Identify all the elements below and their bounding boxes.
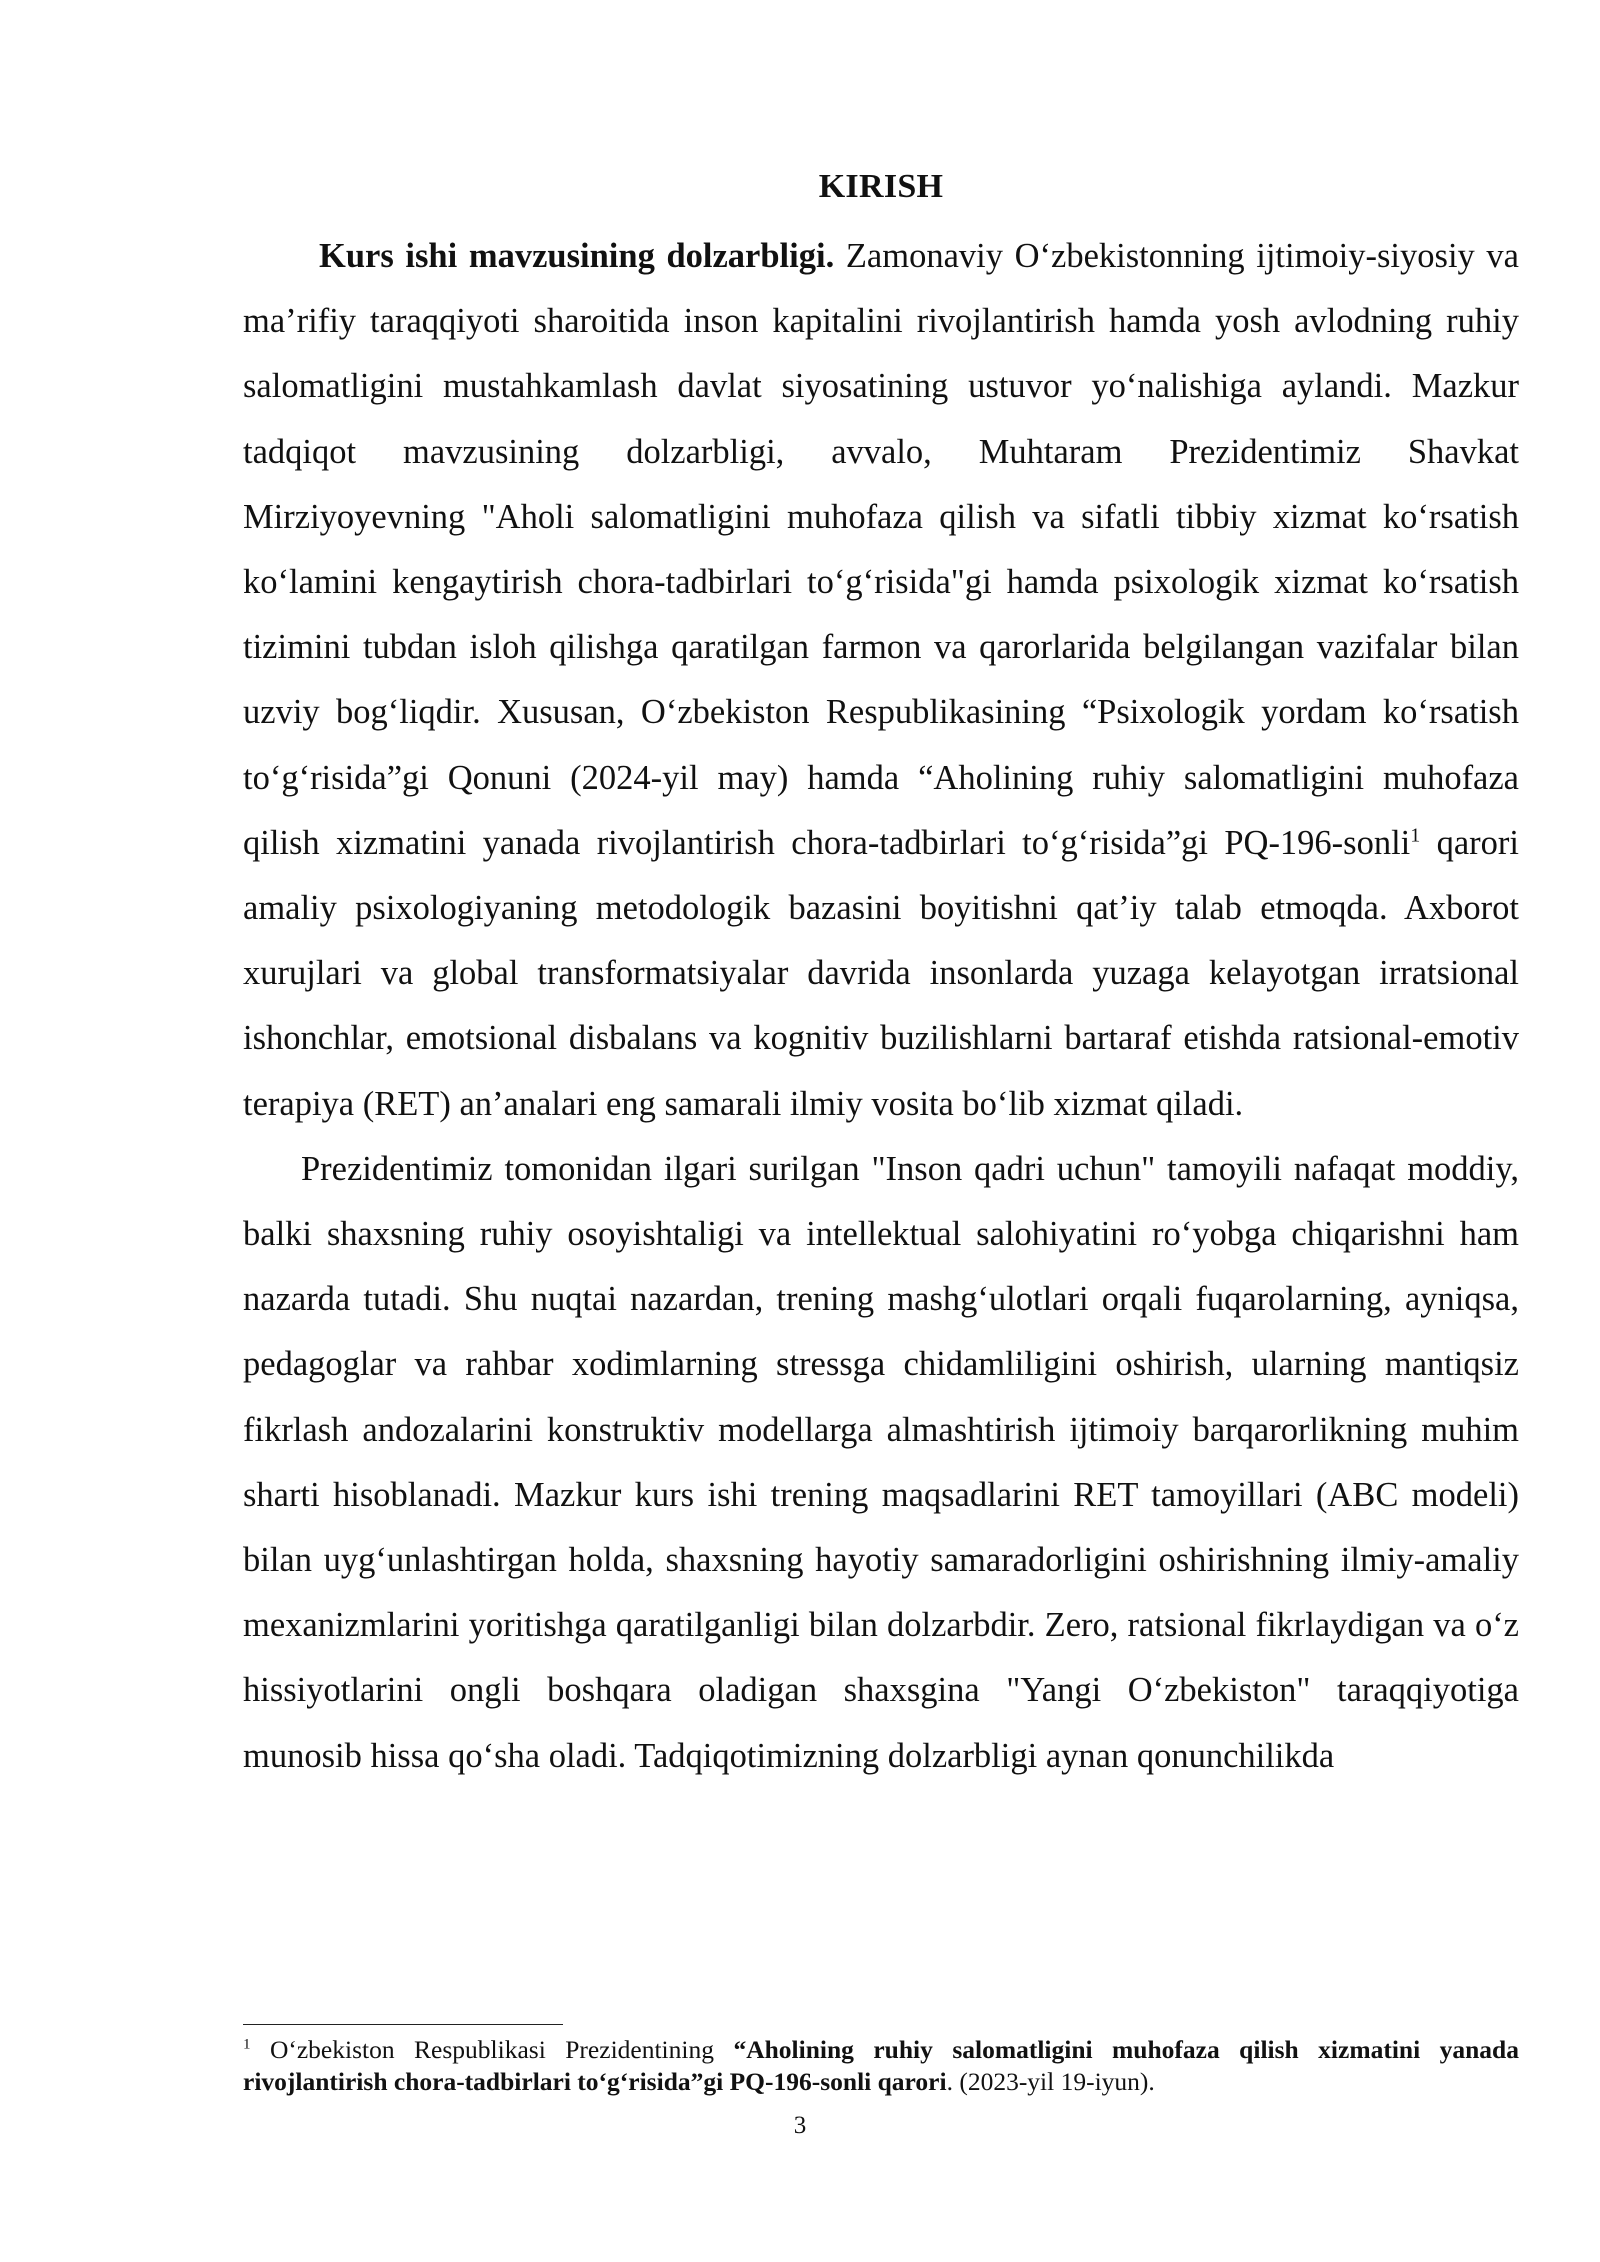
footnote-separator bbox=[243, 2024, 563, 2025]
paragraph-relevance bbox=[243, 224, 1519, 1137]
footnote bbox=[243, 2034, 1519, 2098]
footnote-reference[interactable]: 1 bbox=[1410, 824, 1421, 847]
paragraph-second: Prezidentimiz tomonidan ilgari surilgan "Inson qadri uchun" tamoyili nafaqat moddiy, balki shaxsning ruhiy osoyishtaligi va intellektual salohiyatini ro‘yobga chiqarishni ham nazarda tutadi. Shu nuqtai nazardan, trening mashg‘ulotlari orqali fuqarolarning, ayniqsa, pedagoglar va rahbar xodimlarning stressga chidamliligini oshirish, ularning mantiqsiz fikrlash andozalarini konstruktiv modellarga almashtirish ijtimoiy barqarorlikning muhim sharti hisoblanadi. Mazkur kurs ishi trening maqsadlarini RET tamoyillari (ABC modeli) bilan uyg‘unlashtirgan holda, shaxsning hayotiy samaradorligini oshirishning ilmiy-amaliy mexanizmlarini yoritishga qaratilganligi bilan dolzarbdir. Zero, ratsional fikrlaydigan va o‘z hissiyotlarini ongli boshqara oladigan shaxsgina "Yangi O‘zbekiston" taraqqiyotiga munosib hissa qo‘sha oladi. Tadqiqotimizning dolzarbligi aynan qonunchilikda bbox=[243, 1149, 1519, 1775]
paragraph-text-b: qarori amaliy psixologiyaning metodologik bazasini boyitishni qat’iy talab etmoqda. Axborot xurujlari va global transformatsiyalar davrida insonlarda yuzaga kelayotgan irratsional ishonchlar, emotsional disbalans va kognitiv buzilishlarni bartaraf etishda ratsional-emotiv terapiya (RET) an’analari eng samarali ilmiy vosita bo‘lib xizmat qiladi. bbox=[243, 823, 1519, 1123]
footnote-title: “Aholining ruhiy salomatligini muhofaza qilish xizmatini yanada rivojlantirish chora-tadbirlari to‘g‘risida”gi PQ-196-sonli qarori bbox=[243, 2035, 1519, 2096]
footnote-prefix: O‘zbekiston Respublikasi Prezidentining bbox=[250, 2035, 734, 2064]
section-heading: KIRISH bbox=[818, 168, 944, 205]
paragraph-lead: Kurs ishi mavzusining dolzarbligi. bbox=[319, 237, 835, 275]
page-number: 3 bbox=[793, 2112, 807, 2139]
footnote-marker: 1 bbox=[243, 2036, 251, 2053]
footnote-suffix: . (2023-yil 19-iyun). bbox=[946, 2067, 1155, 2096]
main-text bbox=[243, 170, 1519, 1789]
paragraph-text-a: Zamonaviy O‘zbekistonning ijtimoiy-siyosiy va ma’rifiy taraqqiyoti sharoitida inson kapitalini rivojlantirish hamda yosh avlodning ruhiy salomatligini mustahkamlash davlat siyosatining ustuvor yo‘nalishiga aylandi. Mazkur tadqiqot mavzusining dolzarbligi, avvalo, Muhtaram Prezidentimiz Shavkat Mirziyoyevning "Aholi salomatligini muhofaza qilish va sifatli tibbiy xizmat ko‘rsatish ko‘lamini kengaytirish chora-tadbirlari to‘g‘risida"gi hamda psixologik xizmat ko‘rsatish tizimini tubdan isloh qilishga qaratilgan farmon va qarorlarida belgilangan vazifalar bilan uzviy bog‘liqdir. Xususan, O‘zbekiston Respublikasining “Psixologik yordam ko‘rsatish to‘g‘risida”gi Qonuni (2024-yil may) hamda “Aholining ruhiy salomatligini muhofaza qilish xizmatini yanada rivojlantirish chora-tadbirlari to‘g‘risida”gi PQ-196-sonli bbox=[243, 237, 1519, 862]
